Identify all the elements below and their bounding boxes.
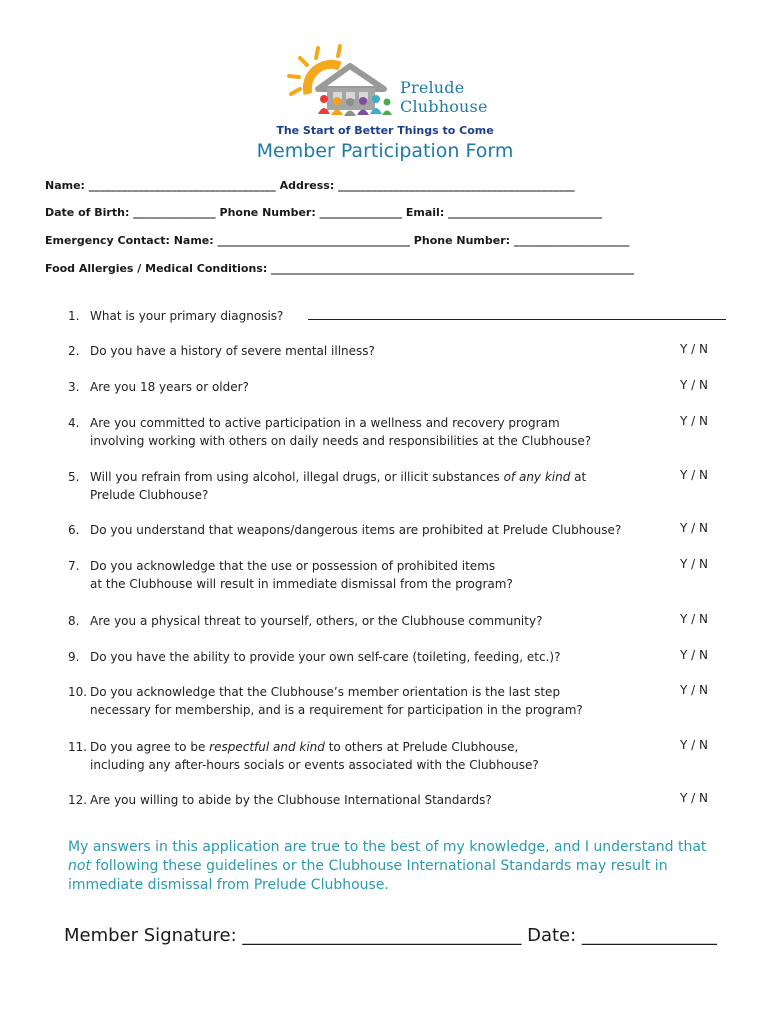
yes-no-answer-7[interactable]: Y / N [680, 557, 708, 571]
question-number: 11. [68, 740, 88, 754]
signature-date-line[interactable]: Member Signature: _______________________________ Date: _______________ [64, 925, 717, 946]
question-text-line2: involving working with others on daily needs and responsibilities at the Clubhouse? [90, 434, 592, 448]
question-text [90, 557, 670, 593]
question-text [90, 468, 670, 504]
logo-tagline: The Start of Better Things to Come [276, 124, 494, 137]
name-address-field[interactable]: Name: __________________________________ Address: ___________________________________________ [45, 179, 575, 192]
question-2 [68, 342, 678, 362]
emergency-contact-field[interactable]: Emergency Contact: Name: ___________________________________ Phone Number: _____________________ [45, 234, 630, 247]
question-number: 5. [68, 470, 80, 484]
acknowledgement-statement [68, 838, 718, 895]
question-6 [68, 521, 678, 541]
yes-no-answer-9[interactable]: Y / N [680, 648, 708, 662]
logo-brand-prelude: Prelude [400, 78, 465, 97]
question-text-line2: necessary for membership, and is a requirement for participation in the program? [90, 703, 583, 717]
yes-no-answer-6[interactable]: Y / N [680, 521, 708, 535]
logo-brand-clubhouse: Clubhouse [400, 97, 488, 116]
question-text-part: at [570, 470, 587, 484]
question-text-emphasis: of any kind [503, 470, 571, 484]
question-text: Do you have the ability to provide your own self-care (toileting, feeding, etc.)? [90, 650, 561, 664]
question-text-line2: at the Clubhouse will result in immediate dismissal from the program? [90, 577, 513, 591]
question-1 [68, 307, 678, 327]
yes-no-answer-12[interactable]: Y / N [680, 791, 708, 805]
question-9 [68, 648, 678, 668]
yes-no-answer-8[interactable]: Y / N [680, 612, 708, 626]
statement-emphasis: not [68, 858, 91, 874]
question-11 [68, 738, 678, 776]
question-number: 6. [68, 523, 80, 537]
question-text-line1: Are you committed to active participation in a wellness and recovery program [90, 416, 560, 430]
food-allergies-field[interactable]: Food Allergies / Medical Conditions: __________________________________________________________________ [45, 262, 635, 275]
question-text-line2: including any after-hours socials or events associated with the Clubhouse? [90, 758, 539, 772]
question-10 [68, 683, 678, 721]
question-text [90, 414, 670, 450]
question-12 [68, 791, 678, 811]
question-text: Are you 18 years or older? [90, 380, 249, 394]
question-text-part: Will you refrain from using alcohol, illegal drugs, or illicit substances [90, 470, 504, 484]
yes-no-answer-10[interactable]: Y / N [680, 683, 708, 697]
yes-no-answer-4[interactable]: Y / N [680, 414, 708, 428]
form-title: Member Participation Form [256, 140, 514, 162]
question-number: 2. [68, 344, 80, 358]
question-text: Do you understand that weapons/dangerous items are prohibited at Prelude Clubhouse? [90, 523, 622, 537]
question-8 [68, 612, 678, 632]
question-3 [68, 378, 678, 398]
yes-no-answer-3[interactable]: Y / N [680, 378, 708, 392]
yes-no-answer-11[interactable]: Y / N [680, 738, 708, 752]
question-text: Are you a physical threat to yourself, others, or the Clubhouse community? [90, 614, 543, 628]
question-text-line1: Do you acknowledge that the use or possession of prohibited items [90, 559, 496, 573]
question-number: 1. [68, 309, 80, 323]
question-number: 12. [68, 793, 88, 807]
diagnosis-answer-line[interactable] [308, 319, 726, 320]
question-number: 7. [68, 559, 80, 573]
question-text: What is your primary diagnosis? [90, 309, 284, 323]
question-7 [68, 557, 678, 595]
question-5 [68, 468, 678, 506]
yes-no-answer-5[interactable]: Y / N [680, 468, 708, 482]
yes-no-answer-2[interactable]: Y / N [680, 342, 708, 356]
question-text: Do you have a history of severe mental illness? [90, 344, 375, 358]
question-number: 4. [68, 416, 80, 430]
question-number: 8. [68, 614, 80, 628]
dob-phone-email-field[interactable]: Date of Birth: _______________ Phone Number: _______________ Email: ____________________________ [45, 206, 603, 219]
question-text [90, 738, 670, 774]
question-text-line1: Do you acknowledge that the Clubhouse’s member orientation is the last step [90, 685, 561, 699]
question-number: 3. [68, 380, 80, 394]
statement-text: My answers in this application are true to the best of my knowledge, and I understand that [68, 839, 707, 855]
question-number: 10. [68, 685, 88, 699]
statement-text: following these guidelines or the Clubhouse International Standards may result in immediate dismissal from Prelude Clubhouse. [68, 858, 668, 893]
question-text [90, 683, 670, 719]
question-text-part: to others at Prelude Clubhouse, [324, 740, 519, 754]
question-text-part: Do you agree to be [90, 740, 210, 754]
question-text: Are you willing to abide by the Clubhouse International Standards? [90, 793, 492, 807]
question-number: 9. [68, 650, 80, 664]
question-text-line2: Prelude Clubhouse? [90, 488, 209, 502]
question-4 [68, 414, 678, 452]
question-text-emphasis: respectful and kind [209, 740, 325, 754]
